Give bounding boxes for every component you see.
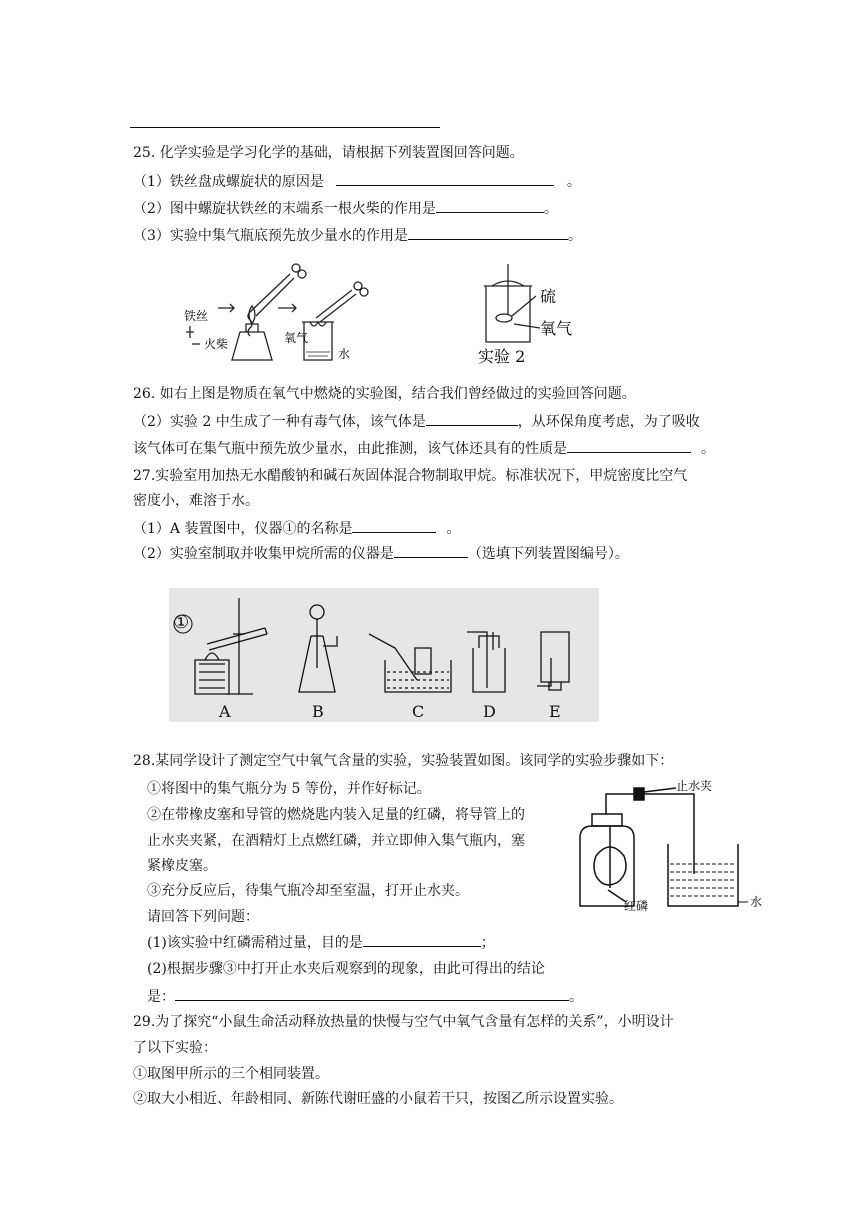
label-A: A (219, 702, 231, 721)
label-experiment-2: 实验 2 (478, 347, 526, 366)
apparatus-drawings (169, 588, 599, 722)
q28-part1-blank[interactable] (363, 932, 481, 947)
q28-part2-line2 (147, 986, 583, 1007)
label-sulfur: 硫 (540, 287, 557, 306)
q27-part2-text: （2）实验室制取并收集甲烷所需的仪器是 (133, 546, 394, 562)
q25-part3-text: （3）实验中集气瓶底预先放少量水的作用是 (133, 228, 408, 244)
label-D: D (483, 702, 496, 721)
q26-part2-line1 (133, 411, 700, 432)
q27-stem-line1: 27.实验室用加热无水醋酸钠和碱石灰固体混合物制取甲烷。标准状况下，甲烷密度比空气 (133, 468, 688, 484)
q28-step1: ①将图中的集气瓶分为 5 等份，并作好标记。 (147, 781, 431, 797)
label-red-phosphorus: 红磷 (624, 899, 649, 912)
top-rule (130, 127, 440, 128)
apparatus-figure (169, 588, 599, 722)
q28-part1-text: (1)该实验中红磷需稍过量，目的是 (147, 935, 363, 951)
q29-stem-line1: 29.为了探究“小鼠生命活动释放热量的快慢与空气中氧气含量有怎样的关系”，小明设计 (133, 1014, 674, 1030)
label-oxygen-2: 氧气 (540, 319, 573, 338)
q25-part1-blank[interactable] (336, 171, 554, 186)
q27-part2-end: （选填下列装置图编号）。 (467, 546, 629, 562)
q27-part1-blank[interactable] (352, 518, 436, 533)
q25-part2-blank[interactable] (436, 198, 544, 213)
q26-part2-line2-text: 该气体可在集气瓶中预先放少量水，由此推测，该气体还具有的性质是 (133, 441, 567, 457)
q26-part2-mid: ，从环保角度考虑，为了吸收 (517, 414, 700, 430)
q28-ask: 请回答下列问题： (147, 909, 259, 925)
q28-part2-blank[interactable] (175, 986, 569, 1001)
q28-part2-line2-end: 。 (569, 989, 583, 1005)
q27-stem-line2: 密度小，难溶于水。 (133, 493, 259, 509)
q25-part3 (133, 225, 582, 246)
label-iron-wire: 铁丝 (184, 309, 209, 323)
label-clamp: 止水夹 (676, 779, 713, 793)
q25-part1 (133, 171, 581, 192)
q29-step2: ②取大小相近、年龄相同、新陈代谢旺盛的小鼠若干只，按图乙所示设置实验。 (133, 1091, 623, 1107)
label-circle-1: ① (173, 612, 190, 633)
q25-part1-end: 。 (566, 174, 581, 190)
q26-part2-line2-end: 。 (701, 441, 715, 457)
q25-part1-text: （1）铁丝盘成螺旋状的原因是 (133, 174, 324, 190)
q25-part2-text: （2）图中螺旋状铁丝的末端系一根火柴的作用是 (133, 201, 436, 217)
q29-stem-line2: 了以下实验： (133, 1040, 217, 1056)
q26-stem: 26. 如右上图是物质在氧气中燃烧的实验图，结合我们曾经做过的实验回答问题。 (133, 386, 636, 402)
q25-stem: 25. 化学实验是学习化学的基础，请根据下列装置图回答问题。 (133, 145, 524, 161)
q27-part2 (133, 543, 629, 564)
q28-step2-line2: 止水夹夹紧，在酒精灯上点燃红磷，并立即伸入集气瓶内，塞 (147, 833, 525, 849)
oxygen-content-apparatus-figure (572, 778, 762, 912)
label-C: C (412, 702, 425, 721)
q27-part1-text: （1）A 装置图中，仪器①的名称是 (133, 521, 353, 537)
q25-part2-end: 。 (543, 201, 558, 217)
q26-part2-blank1[interactable] (426, 411, 518, 426)
iron-wire-experiment-figure (180, 252, 380, 368)
q26-part2-line2 (133, 438, 715, 459)
label-match: 火柴 (204, 337, 229, 351)
q26-part2-blank2[interactable] (567, 438, 691, 453)
label-E: E (549, 702, 561, 721)
label-water-28: 水 (750, 895, 762, 909)
q26-part2-text: （2）实验 2 中生成了一种有毒气体，该气体是 (133, 414, 426, 430)
q28-step3: ③充分反应后，待集气瓶冷却至室温，打开止水夹。 (147, 883, 469, 899)
label-B: B (312, 702, 324, 721)
q28-part1-end: ； (480, 935, 495, 951)
q25-part3-end: 。 (567, 228, 582, 244)
sulfur-experiment-figure (474, 262, 584, 366)
q28-step2-line1: ②在带橡皮塞和导管的燃烧匙内装入足量的红磷，将导管上的 (147, 807, 525, 823)
q27-part1 (133, 518, 460, 539)
q28-part1 (147, 932, 495, 953)
q28-step2-line3: 紧橡皮塞。 (147, 858, 217, 874)
q27-part2-blank[interactable] (394, 543, 468, 558)
label-oxygen: 氧气 (284, 331, 309, 345)
q28-part2-line1: (2)根据步骤③中打开止水夹后观察到的现象，由此可得出的结论 (147, 961, 545, 977)
q25-part2 (133, 198, 558, 219)
q28-stem: 28.某同学设计了测定空气中氧气含量的实验，实验装置如图。该同学的实验步骤如下： (133, 753, 674, 769)
q27-part1-end: 。 (446, 521, 461, 537)
q25-part3-blank[interactable] (408, 225, 568, 240)
q28-part2-line2-text: 是： (147, 989, 175, 1005)
label-water: 水 (338, 347, 351, 361)
q29-step1: ①取图甲所示的三个相同装置。 (133, 1066, 329, 1082)
